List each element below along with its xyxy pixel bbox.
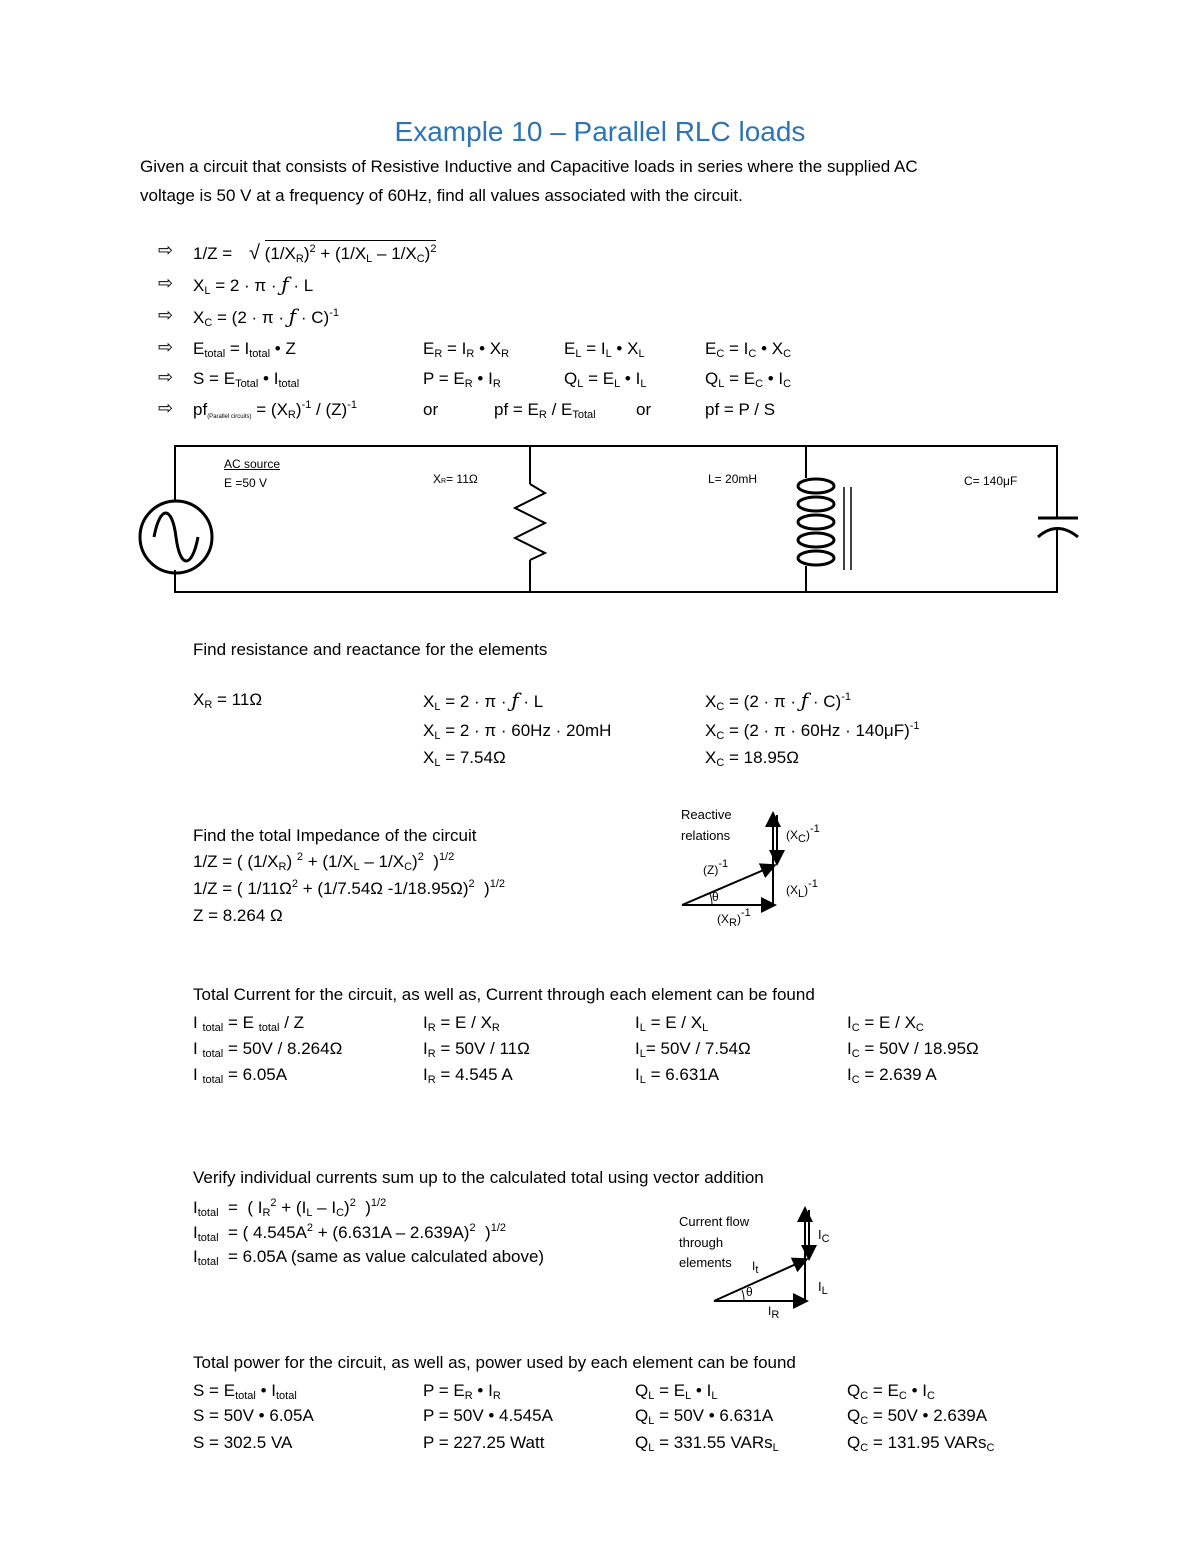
xl-line-2-text: = 2 · π · 60Hz · 20mH	[445, 721, 612, 740]
xr-text: = 11Ω	[217, 690, 263, 709]
z-label: 1/Z =	[193, 244, 233, 263]
xc-formula-text: = (2 · π ·	[729, 692, 797, 711]
il-2-text: = 50V / 7.54Ω	[645, 1039, 751, 1058]
verify-heading: Verify individual currents sum up to the calculated total using vector addition	[193, 1168, 764, 1187]
ir-formula: $I_R = E / X_R$	[423, 1013, 500, 1034]
arrow-icon: ⇨	[158, 240, 174, 260]
flow-label-2: through	[679, 1235, 724, 1250]
ql-3-text: = 331.55 VARs	[659, 1433, 773, 1452]
r-value: = 11Ω	[446, 472, 478, 486]
impedance-line-2: 1/Z = ( $(1/X_R) ^2 + (1/X_L - 1/X_C)^2$ )$^{1/2}$	[193, 851, 455, 873]
source-label: AC source	[224, 457, 281, 471]
itotal-2-text: = 50V / 8.264Ω	[227, 1039, 343, 1058]
xl-formula-text: = 2 · π ·	[445, 692, 507, 711]
or-label: or	[636, 400, 652, 419]
ir-line-2: $I_R = 50V / 11\Omega$	[423, 1039, 530, 1060]
qc-2-text: = 50V • 2.639A	[872, 1406, 988, 1425]
verify-2a: = ( 4.545A	[227, 1223, 307, 1242]
impedance-line-3: 1/Z = ( $1/11\Omega^2 + (1/7.54\Omega$ -1/18.95Ω)$^2$ )$^{1/2}$	[193, 878, 506, 898]
il-formula: $I_L = E / X_L$	[635, 1013, 709, 1034]
xc-line-2: $X_C = (2 \cdot \pi \cdot 60Hz \cdot 140\mu F)^{-1}$	[705, 720, 920, 742]
s-formula: $S = E_{total}$ • $I_{total}$	[193, 1381, 297, 1402]
ql-2-text: = 50V • 6.631A	[659, 1406, 774, 1425]
verify-2b: + (6.631A – 2.639A)	[317, 1223, 470, 1242]
formula-ql: $Q_L = E_L$ • $I_L$	[564, 369, 647, 390]
f-symbol: ƒ	[511, 688, 519, 712]
xl-inv-text: (X	[786, 883, 798, 897]
xc-line-2-text: = (2 · π · 60Hz · 140μF)	[729, 721, 910, 740]
power-heading: Total power for the circuit, as well as, power used by each element can be found	[193, 1353, 796, 1372]
xl-line-3: $X_L = 7.54\Omega$	[423, 748, 506, 769]
itotal-line-2: I $_{total}$ = 50V / 8.264Ω	[193, 1039, 343, 1060]
impedance-line-3a: 1/Z = ( 1/11Ω	[193, 879, 292, 898]
xc-inverse-label: $(X_C)^{-1}$	[786, 823, 820, 845]
formula-pf: pf(Parallel circuits) = $(X_R)^{-1} / (Z)^{-1}$	[193, 399, 357, 421]
formula-qc: $Q_L = E_C$ • $I_C$	[705, 369, 792, 390]
s-line-3: S = 302.5 VA	[193, 1433, 293, 1452]
arrow-icon: ⇨	[158, 273, 174, 293]
qc-line-2: $Q_C = 50V$ • 2.639A	[847, 1406, 988, 1427]
formula-p: $P = E_R$ • $I_R$	[423, 369, 501, 390]
pf-subscript: (Parallel circuits)	[207, 414, 252, 420]
intro-line-2: voltage is 50 V at a frequency of 60Hz, find all values associated with the circuit.	[140, 186, 743, 205]
il-arrow-label: $I_L$	[818, 1279, 828, 1297]
formula-s: $S = E_{Total}$ • $I_{total}$	[193, 369, 300, 390]
flow-theta-label: θ	[746, 1285, 753, 1299]
f-symbol: ƒ	[288, 304, 297, 328]
ic-3-text: = 2.639 A	[864, 1065, 937, 1084]
xc-line-3-text: = 18.95Ω	[729, 748, 799, 767]
formula-etotal: $E_{total} = I_{total}$ • Z	[193, 339, 296, 360]
ic-arrow-label: $I_C$	[818, 1227, 830, 1245]
impedance-heading: Find the total Impedance of the circuit	[193, 826, 477, 845]
xc-formula: = (2 · π ·	[217, 308, 285, 327]
itotal-line-3: I $_{total}$ = 6.05A	[193, 1065, 288, 1086]
arrow-icon: ⇨	[158, 398, 174, 418]
verify-line-3: $I_{total} = 6.05A$ (same as value calculated above)	[193, 1247, 545, 1268]
ir-arrow-label: $I_R$	[768, 1304, 780, 1321]
ic-2-text: = 50V / 18.95Ω	[864, 1039, 979, 1058]
source-value: E =50 V	[224, 476, 268, 490]
xr-inv-text: (X	[717, 912, 729, 926]
xr-value: $X_R = 11\Omega$	[193, 690, 263, 711]
arrow-icon: ⇨	[158, 305, 174, 325]
verify-line-1: $I_{total}$ = ( $I_R^2 + (I_L - I_C)^2$ )$^{1/2}$	[193, 1197, 387, 1219]
il-3-text: = 6.631A	[650, 1065, 720, 1084]
page-title: Example 10 – Parallel RLC loads	[394, 116, 806, 147]
formula-xl: $X_L = 2 \cdot \pi$ · ƒ · L	[193, 272, 314, 297]
xr-inverse-label: $(X_R)^{-1}$	[717, 907, 751, 929]
xc-formula-2: $X_C = (2 \cdot \pi$ · ƒ · C)$^{-1}$	[705, 688, 851, 713]
f-symbol: ƒ	[800, 688, 809, 712]
qc-3-text: = 131.95 VARs	[872, 1433, 987, 1452]
p-line-3: P = 227.25 Watt	[423, 1433, 545, 1452]
formula-ec: $E_C = I_C$ • $X_C$	[705, 339, 792, 360]
current-heading: Total Current for the circuit, as well as, Current through each element can be found	[193, 985, 815, 1004]
z-inverse-label: $(Z)^{-1}$	[703, 858, 729, 877]
ic-line-2: $I_C = 50V / 18.95\Omega$	[847, 1039, 979, 1060]
xc-inv-text: (X	[786, 828, 798, 842]
r-sub: R	[441, 478, 447, 485]
ql-formula: $Q_L = E_L$ • $I_L$	[635, 1381, 718, 1402]
ir-2-text: = 50V / 11Ω	[440, 1039, 530, 1058]
verify-3-text: = 6.05A (same as value calculated above)	[227, 1247, 545, 1266]
l-symbol: · L	[523, 692, 544, 711]
xl-line-3-text: = 7.54Ω	[445, 748, 506, 767]
xc-line-3: $X_C = 18.95\Omega$	[705, 748, 799, 769]
or-label: or	[423, 400, 439, 419]
ql-line-3: $Q_L = 331.55$ VARs$_L$	[635, 1433, 779, 1454]
sqrt-symbol: √	[248, 242, 260, 264]
p-formula: $P = E_R$ • $I_R$	[423, 1381, 501, 1402]
arrow-icon: ⇨	[158, 367, 174, 387]
f-symbol: ƒ	[281, 272, 289, 296]
formula-el: $E_L = I_L$ • $X_L$	[564, 339, 645, 360]
capacitor-label: C= 140μF	[964, 474, 1018, 488]
flow-label-3: elements	[679, 1255, 732, 1270]
p-line-2: P = 50V • 4.545A	[423, 1406, 553, 1425]
formula-er: $E_R = I_R$ • $X_R$	[423, 339, 510, 360]
qc-line-3: $Q_C = 131.95$ VARs$_C$	[847, 1433, 995, 1454]
il-line-3: $I_L = 6.631A$	[635, 1065, 720, 1086]
l-symbol: · L	[293, 276, 314, 295]
ql-line-2: $Q_L = 50V$ • 6.631A	[635, 1406, 774, 1427]
qc-formula: $Q_C = E_C$ • $I_C$	[847, 1381, 935, 1402]
itotal-3-text: = 6.05A	[227, 1065, 288, 1084]
it-arrow-label: $I_t$	[752, 1259, 759, 1276]
intro-line-1: Given a circuit that consists of Resistive Inductive and Capacitive loads in series where the supplied AC	[140, 157, 918, 176]
ir-line-3: $I_R = 4.545$ A	[423, 1065, 513, 1086]
xl-formula: = 2 · π ·	[215, 276, 277, 295]
ic-line-3: $I_C = 2.639$ A	[847, 1065, 937, 1086]
xl-formula-2: $X_L = 2 \cdot \pi$ · ƒ · L	[423, 688, 544, 713]
s-line-2: S = 50V • 6.05A	[193, 1406, 314, 1425]
impedance-result: Z = 8.264 Ω	[193, 906, 283, 925]
z-inv-text: (Z)	[703, 863, 719, 877]
formula-xc: $X_C = (2 \cdot \pi$ · ƒ · C)$^{-1}$	[193, 304, 339, 329]
formula-pf-2: pf = $E_R / E_{Total}$	[494, 400, 596, 421]
reactance-heading: Find resistance and reactance for the elements	[193, 640, 548, 659]
theta-label: θ	[712, 890, 719, 904]
flow-label-1: Current flow	[679, 1214, 750, 1229]
impedance-line-3b: + (1/7.54Ω -1/18.95Ω)	[302, 879, 469, 898]
ic-formula: $I_C = E / X_C$	[847, 1013, 924, 1034]
verify-line-2: $I_{total}$ = ( $4.545A^2 + (6.631A - 2.639A)^2$ )$^{1/2}$	[193, 1222, 506, 1244]
formula-z: 1/Z = √ $(1/X_R)^2 + (1/X_L - 1/X_C)^2$	[193, 242, 437, 265]
ir-3-text: = 4.545 A	[440, 1065, 513, 1084]
reactive-label-1: Reactive	[681, 807, 732, 822]
reactive-label-2: relations	[681, 828, 731, 843]
xl-inverse-label: $(X_L)^{-1}$	[786, 878, 818, 900]
r-label: X	[433, 472, 442, 486]
xl-line-2: $X_L = 2 \cdot \pi \cdot 60Hz \cdot 20mH$	[423, 721, 612, 742]
formula-pf-3: pf = P / S	[705, 400, 776, 419]
inductor-label: L= 20mH	[708, 472, 758, 486]
arrow-icon: ⇨	[158, 337, 174, 357]
il-line-2: $I_L= 50V / 7.54\Omega$	[635, 1039, 751, 1060]
itotal-formula: I $_{total}$ = E $_{total}$ / Z	[193, 1013, 305, 1034]
